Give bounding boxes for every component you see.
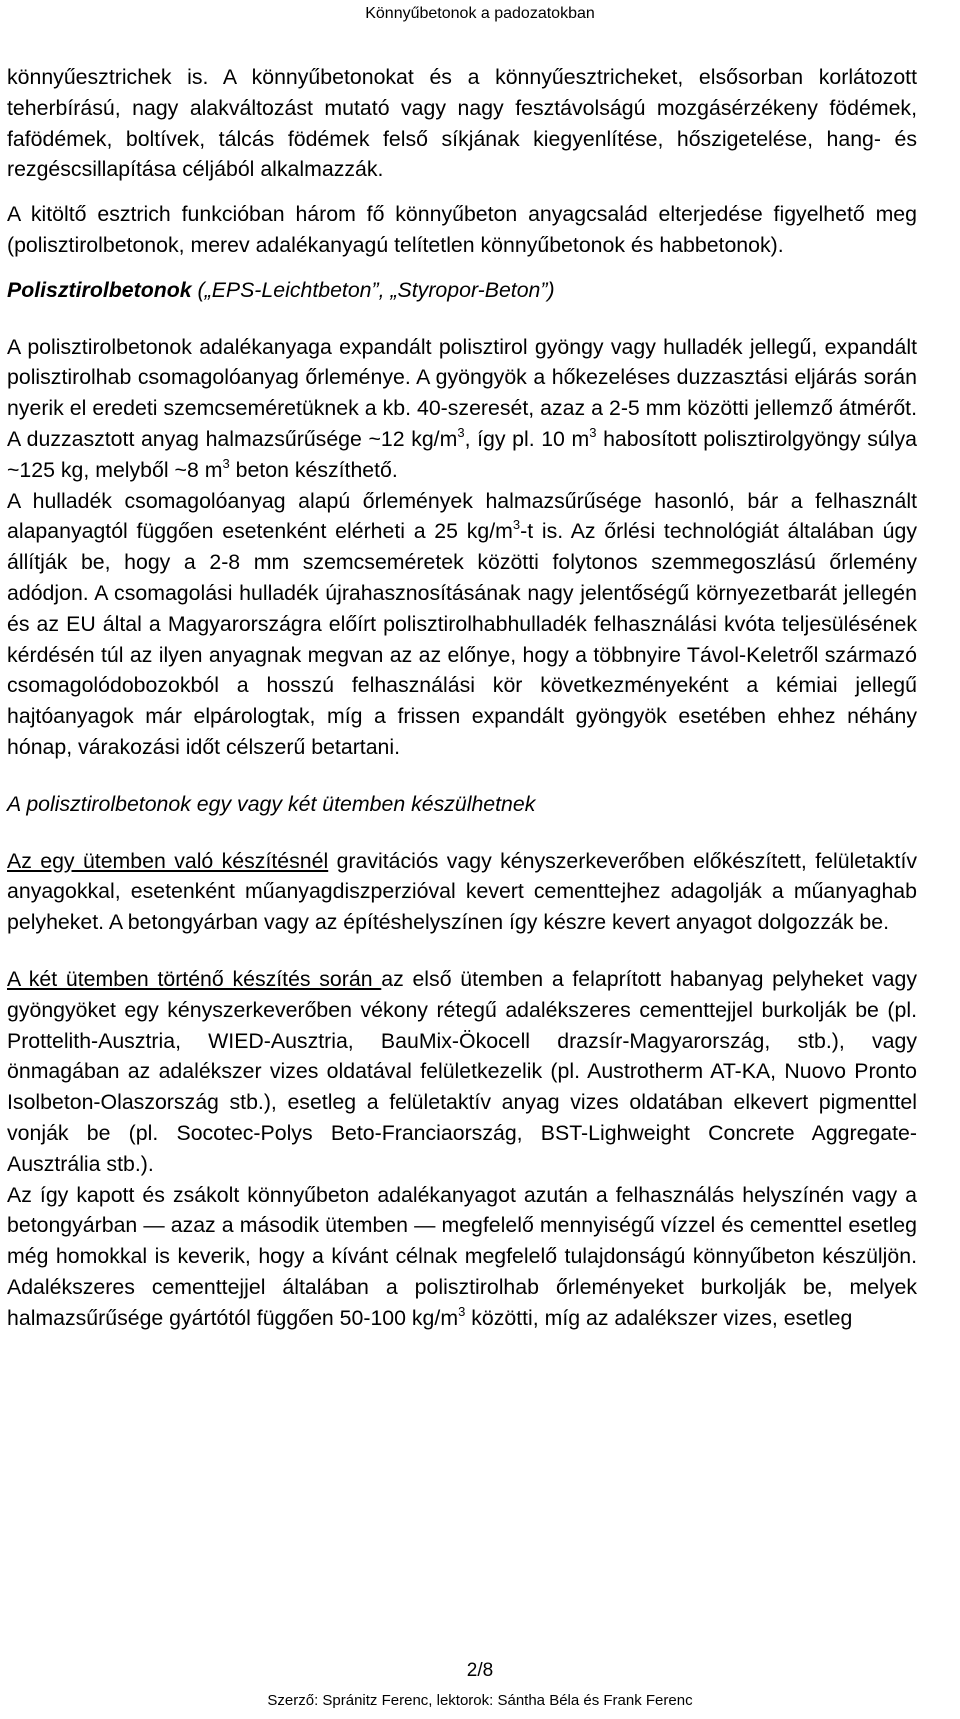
section-heading-production-stages: A polisztirolbetonok egy vagy két ütemben készülhetnek [7, 791, 536, 816]
text-run: A hulladék csomagolóanyag alapú őrlemények halmazsűrűsége hasonló, bár a felhasznált alapanyagtól függően esetenként elérheti a 25 kg/m [7, 488, 917, 544]
text-run: , így pl. 10 m [464, 426, 590, 451]
page-number: 2/8 [466, 1660, 494, 1681]
paragraph-filler-screed: A kitöltő esztrich funkcióban három fő könnyűbeton anyagcsalád elterjedése figyelhető meg (polisztirolbetonok, merev adalékanyagú telítetlen könnyűbetonok és habbetonok). [7, 202, 917, 257]
text-run: beton készíthető. [229, 457, 398, 482]
text-run: A polisztirolbetonok adalékanyaga expandált polisztirol gyöngy vagy hulladék jellegű, expandált polisztirolhab csomagolóanyag őrleménye. A gyöngyök a hőkezeléses duzzasztási eljárás során nyerik el eredeti szemcseméretüknek a kb. 40-szeresét, azaz a 2-5 mm közötti jellemző átmérőt. A duzzasztott anyag halmazsűrűsége ~12 kg/m [7, 334, 917, 451]
underlined-term: A két ütemben történő készítés során [7, 966, 382, 991]
paragraph-two-stage [7, 964, 917, 1180]
paragraph-one-stage [7, 846, 917, 938]
text-run: habosított polisztirolgyöngy súlya ~125 kg, melyből ~8 m [7, 426, 917, 482]
heading-bold-term: Polisztirolbetonok [7, 277, 192, 302]
text-run: az első ütemben a felaprított habanyag pelyheket vagy gyöngyöket egy kényszerkeverőben vékony rétegű adalékszeres cementtejjel burkolják be (pl. Prottelith-Ausztria, WIED-Ausztria, BauMix-Ökocell drazsír-Magyarország, stb.), vagy önmagában az adalékszer vizes oldatával felületkezelik (pl. Austrotherm AT-KA, Nuovo Pronto Isolbeton-Olaszország stb.), esetleg a felületaktív anyag vizes oldatában elkevert pigmenttel vonják be (pl. Socotec-Polys Beto-Franciaország, BST-Lighweight Concrete Aggregate-Ausztrália stb.). [7, 966, 918, 1176]
document-body [7, 62, 917, 1333]
text-run: -t is. Az őrlési technológiát általában úgy állítják be, hogy a 2-8 mm szemcseméretek közötti folytonos szemmegoszlású őrlemény adódjon. A csomagolási hulladék újrahasznosításának nagy jelentőségű környezetbarát jellegén és az EU által a Magyarországra előírt polisztirolhabhulladék felhasználási kvóta teljesülésének kérdésén túl az ilyen anyagnak megvan az az előnye, hogy a többnyire Távol-Keletről származó csomagolódobozokból a hosszú felhasználási kör következményeként a kémiai jellegű hajtóanyagok már elpárologtak, míg a frissen expandált gyöngyök esetében ehhez néhány hónap, várakozási időt célszerű betartani. [7, 519, 917, 759]
paragraph-waste-packaging [7, 486, 917, 763]
paragraph-intro-continuation: könnyűesztrichek is. A könnyűbetonokat és a könnyűesztricheket, elsősorban korlátozott teherbírású, nagy alakváltozást mutató vagy nagy fesztávolságú mozgásérzékeny födémek, fafödémek, boltívek, tálcás födémek felső síkjának kiegyenlítése, hőszigetelése, hang- és rezgéscsillapítása céljából alkalmazzák. [7, 65, 917, 182]
section-heading-polystyrene-concrete [7, 275, 917, 306]
paragraph-aggregate-description [7, 332, 917, 486]
underlined-term: Az egy ütemben való készítésnél [7, 848, 329, 873]
superscript: 3 [458, 1303, 466, 1319]
paragraph-second-stage [7, 1180, 917, 1334]
text-run: Az így kapott és zsákolt könnyűbeton adalékanyagot azután a felhasználás helyszínén vagy a betongyárban — azaz a második ütemben — megfelelő mennyiségű vízzel és cementtel esetleg még homokkal is keverik, hogy a kívánt célnak megfelelő tulajdonságú könnyűbeton készüljön. Adalékszeres cementtejjel általában a polisztirolhab őrleményeket burkolják be, melyek halmazsűrűsége gyártótól függően 50-100 kg/m [7, 1182, 917, 1330]
heading-synonyms: („EPS-Leichtbeton”, „Styropor-Beton”) [191, 277, 555, 302]
text-run: gravitációs vagy kényszerkeverőben előkészített, felületaktív anyagokkal, esetenként műanyagdiszperzióval kevert cementtejhez adagolják a műanyaghab pelyheket. A betongyárban vagy az építéshelyszínen így készre kevert anyagot dolgozzák be. [7, 848, 918, 935]
running-header: Könnyűbetonok a padozatokban [365, 5, 595, 22]
superscript: 3 [222, 455, 230, 471]
text-run: közötti, míg az adalékszer vizes, esetleg [465, 1305, 853, 1330]
footer-credits: Szerző: Spránitz Ferenc, lektorok: Sántha Béla és Frank Ferenc [267, 1692, 693, 1709]
superscript: 3 [512, 517, 521, 533]
superscript: 3 [589, 424, 597, 440]
superscript: 3 [457, 424, 465, 440]
